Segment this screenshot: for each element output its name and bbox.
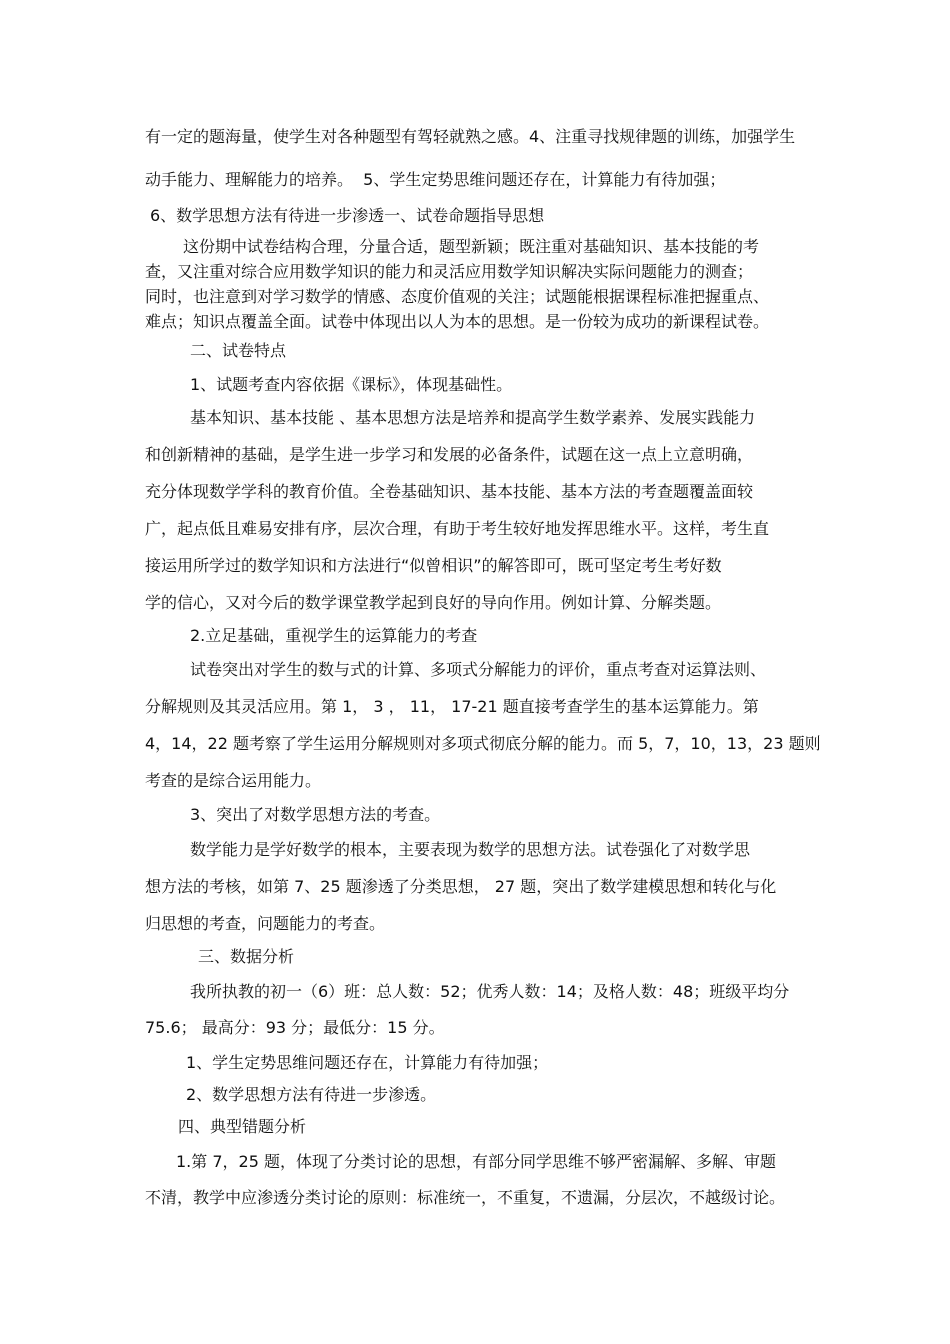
text-line: 充分体现数学学科的教育价值。全卷基础知识、基本技能、基本方法的考查题覆盖面较 — [145, 482, 754, 501]
text-line: 考查的是综合运用能力。 — [145, 771, 322, 790]
text-line: 1.第 7，25 题，体现了分类讨论的思想，有部分同学思维不够严密漏解、多解、审题 — [176, 1152, 776, 1171]
text-line: 想方法的考核，如第 7、25 题渗透了分类思想， 27 题，突出了数学建模思想和转化与化 — [145, 877, 777, 896]
text-line: 分解规则及其灵活应用。第 1， 3 ， 11， 17-21 题直接考查学生的基本运算能力。第 — [145, 697, 759, 716]
text-line: 难点；知识点覆盖全面。试卷中体现出以人为本的思想。是一份较为成功的新课程试卷。 — [145, 312, 770, 331]
text-line: 动手能力、理解能力的培养。 5、学生定势思维问题还存在，计算能力有待加强； — [145, 170, 726, 189]
subsection-heading: 3、突出了对数学思想方法的考查。 — [190, 805, 441, 824]
text-line: 广，起点低且难易安排有序，层次合理，有助于考生较好地发挥思维水平。这样，考生直 — [145, 519, 770, 538]
text-line: 归思想的考查，问题能力的考查。 — [145, 914, 386, 933]
text-line: 有一定的题海量，使学生对各种题型有驾轻就熟之感。4、注重寻找规律题的训练，加强学生 — [145, 127, 796, 146]
text-line: 学的信心，又对今后的数学课堂教学起到良好的导向作用。例如计算、分解类题。 — [145, 593, 722, 612]
subsection-heading: 2.立足基础，重视学生的运算能力的考查 — [190, 626, 478, 645]
section-heading: 二、试卷特点 — [190, 341, 287, 360]
list-item: 1、学生定势思维问题还存在，计算能力有待加强； — [186, 1053, 549, 1072]
text-line: 75.6； 最高分：93 分；最低分：15 分。 — [145, 1018, 445, 1037]
text-line: 这份期中试卷结构合理，分量合适，题型新颖；既注重对基础知识、基本技能的考 — [183, 237, 760, 256]
subsection-heading: 1、试题考查内容依据《课标》，体现基础性。 — [190, 375, 513, 394]
text-line: 我所执教的初一（6）班：总人数：52；优秀人数：14；及格人数：48；班级平均分 — [190, 982, 790, 1001]
text-line: 同时，也注意到对学习数学的情感、态度价值观的关注；试题能根据课程标准把握重点、 — [145, 287, 770, 306]
text-line: 查，又注重对综合应用数学知识的能力和灵活应用数学知识解决实际问题能力的测查； — [145, 262, 754, 281]
text-line: 数学能力是学好数学的根本，主要表现为数学的思想方法。试卷强化了对数学思 — [190, 840, 751, 859]
list-item: 2、数学思想方法有待进一步渗透。 — [186, 1085, 437, 1104]
text-line: 4，14，22 题考察了学生运用分解规则对多项式彻底分解的能力。而 5，7，10，13，23 题则 — [145, 734, 821, 753]
text-line: 试卷突出对学生的数与式的计算、多项式分解能力的评价，重点考查对运算法则、 — [190, 660, 767, 679]
section-heading: 四、典型错题分析 — [178, 1117, 307, 1136]
text-line: 6、数学思想方法有待进一步渗透一、试卷命题指导思想 — [150, 206, 545, 225]
text-line: 不清，教学中应渗透分类讨论的原则：标准统一，不重复，不遗漏，分层次，不越级讨论。 — [145, 1188, 786, 1207]
text-line: 基本知识、基本技能 、基本思想方法是培养和提高学生数学素养、发展实践能力 — [190, 408, 756, 427]
text-line: 接运用所学过的数学知识和方法进行“似曾相识”的解答即可，既可坚定考生考好数 — [145, 556, 722, 575]
text-line: 和创新精神的基础，是学生进一步学习和发展的必备条件，试题在这一点上立意明确， — [145, 445, 754, 464]
section-heading: 三、数据分析 — [198, 947, 295, 966]
